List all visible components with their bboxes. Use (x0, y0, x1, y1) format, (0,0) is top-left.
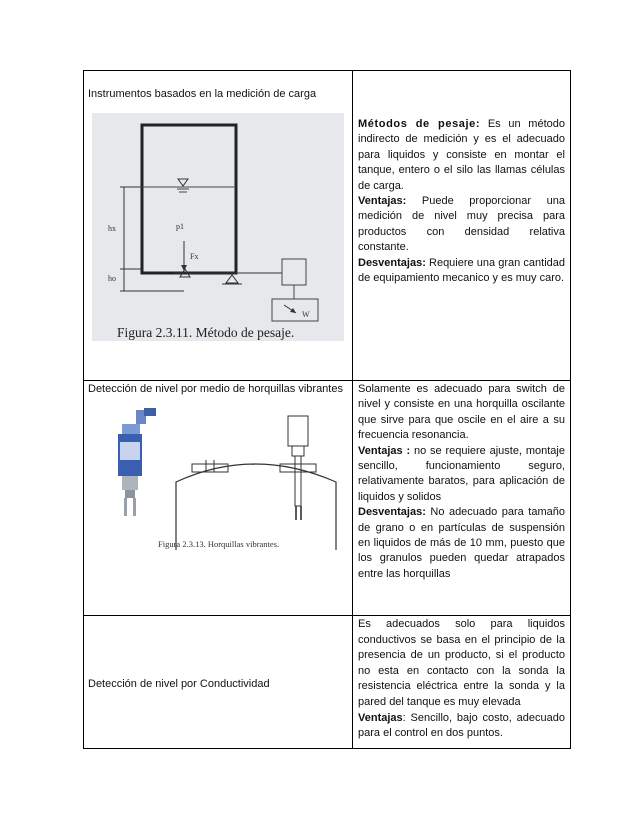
row2-disadvantages-label: Desventajas: (358, 506, 426, 519)
row1-description (353, 71, 570, 286)
row3-description (353, 616, 570, 742)
row2-advantages-text: no se requiere ajuste, montaje sencillo, funcionamiento seguro, relativamente baratos, para aplicación de liquidos y solidos (358, 444, 565, 503)
row3-right-cell (353, 616, 571, 749)
row1-title-text: Es un método indirecto de medición y es el adecuado para liquidos y consiste en montar el tanque, entero o el silo las llamas células de carga. (358, 118, 565, 192)
fx-label: Fx (190, 252, 199, 262)
fork-caption: Figura 2.3.13. Horquillas vibrantes. (158, 539, 280, 550)
row1-advantages-text: Puede proporcionar una medición de nivel muy precisa para productos con densidad relativa constante. (358, 195, 565, 254)
row3-advantages-text: : Sencillo, bajo costo, adecuado para el control en dos puntos. (358, 711, 565, 740)
row1-disadvantages-label: Desventajas: (358, 256, 426, 269)
table-row (84, 616, 571, 749)
row2-disadvantages-text: No adecuado para tamaño de grano o en partículas de suspensión en liquidos de más de 10 mm, puesto que los granulos pueden quedar atrapados entre las horquillas (358, 506, 565, 580)
row3-intro-text: Es adecuados solo para liquidos conductivos se basa en el principio de la presencia de un producto, si el producto no esta en contacto con la sonda la resistencia eléctrica entre la sonda y la pared del tanque es muy elevada (358, 618, 565, 708)
row2-left-cell (84, 381, 353, 616)
w-label: W (302, 310, 310, 320)
weighing-diagram-image (84, 109, 352, 349)
row1-title-bold: Métodos de pesaje: (358, 118, 481, 130)
weighing-figure (84, 109, 352, 354)
row3-left-cell (84, 616, 353, 749)
vibrating-fork-image (84, 402, 352, 552)
row1-advantages-label: Ventajas: (358, 195, 407, 208)
ho-label: ho (108, 274, 116, 284)
row1-disadvantages-text: Requiere una gran cantidad de equipamiento mecanico y es muy caro. (358, 256, 565, 285)
table-row (84, 71, 571, 381)
table-row (84, 381, 571, 616)
row1-label: Instrumentos basados en la medición de carga (88, 88, 317, 100)
row1-right-cell (353, 71, 571, 381)
p1-label: p1 (176, 222, 184, 232)
row1-left-cell (84, 71, 353, 381)
row2-label: Detección de nivel por medio de horquillas vibrantes (88, 383, 343, 395)
hx-label: hx (108, 224, 116, 234)
weighing-caption: Figura 2.3.11. Método de pesaje. (117, 325, 295, 341)
row2-right-cell (353, 381, 571, 616)
instrument-table (83, 70, 571, 749)
row2-advantages-label: Ventajas : (358, 444, 411, 457)
row3-advantages-label: Ventajas (358, 711, 403, 724)
row3-label: Detección de nivel por Conductividad (88, 678, 270, 691)
row2-description (353, 381, 570, 582)
row2-intro-text: Solamente es adecuado para switch de nivel y consiste en una horquilla oscilante que sirve para que oscile en el aire a su frecuencia resonancia. (358, 383, 565, 442)
fork-figure (84, 402, 352, 557)
